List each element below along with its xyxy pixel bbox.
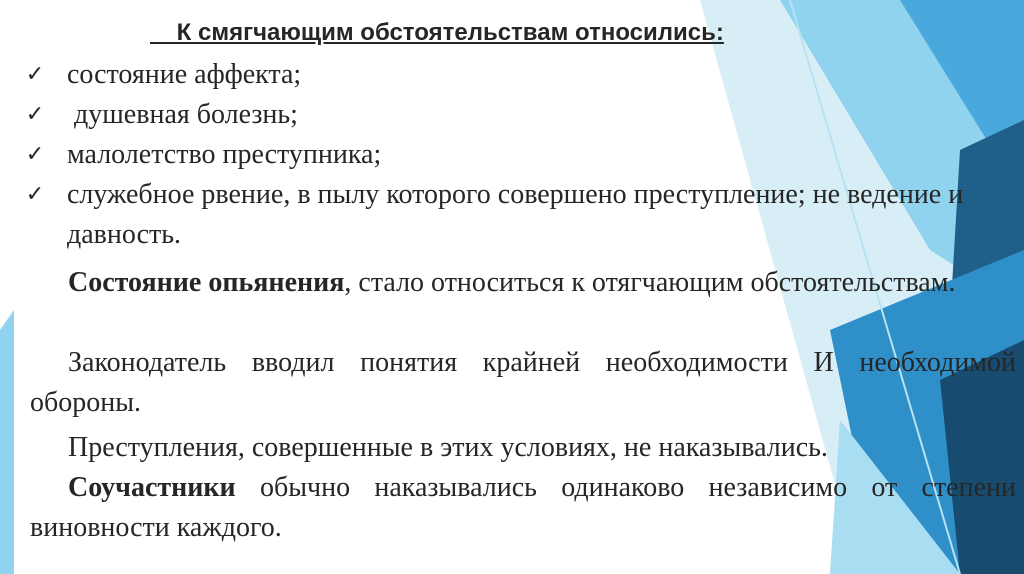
checkmark-icon: ✓	[25, 182, 45, 207]
bullet-text: душевная болезнь;	[67, 99, 298, 130]
bullet-text: служебное рвение, в пылу которого совершено преступление; не ведение и давность.	[67, 179, 964, 250]
paragraph-bold-term: Состояние опьянения	[68, 267, 345, 298]
paragraph-intoxication	[30, 263, 1016, 303]
checkmark-icon: ✓	[25, 62, 45, 87]
checkmark-icon: ✓	[25, 102, 45, 127]
paragraph-accomplices	[30, 468, 1016, 548]
bullet-item	[24, 55, 1020, 95]
paragraph-bold-term: Соучастники	[68, 472, 236, 503]
paragraph-necessity	[30, 343, 1016, 423]
slide-title: К смягчающим обстоятельствам относились:	[150, 19, 724, 46]
paragraph-text: обычно наказывались одинаково независимо от степени виновности каждого.	[30, 472, 1016, 543]
paragraph-text: Преступления, совершенные в этих условиях, не наказывались.	[68, 432, 828, 463]
checkmark-icon: ✓	[25, 142, 45, 167]
bullet-item	[24, 175, 1020, 255]
paragraph-text: , стало относиться к отягчающим обстоятельствам.	[344, 267, 956, 298]
bullet-text: малолетство преступника;	[67, 139, 382, 170]
bullet-item	[24, 135, 1020, 175]
paragraph-unpunished	[30, 428, 1016, 468]
bullet-text: состояние аффекта;	[67, 59, 302, 90]
bullet-list	[24, 55, 1020, 255]
paragraph-text: Законодатель вводил понятия крайней необходимости И необходимой обороны.	[30, 347, 1016, 418]
bullet-item	[24, 95, 1020, 135]
